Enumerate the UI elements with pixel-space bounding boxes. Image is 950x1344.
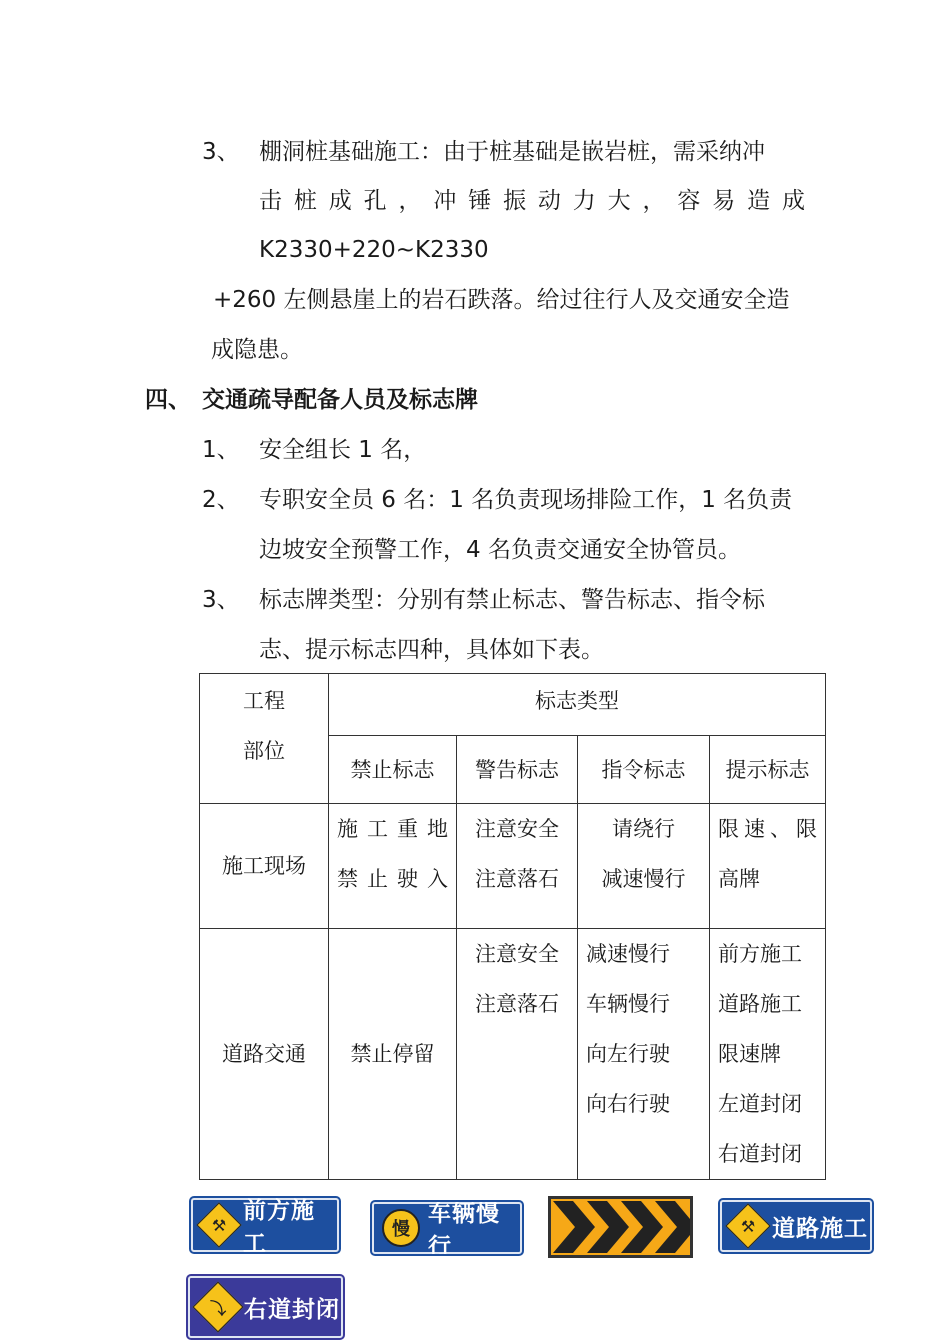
sign-front-construction <box>191 1198 339 1257</box>
column-header: 指令标志 <box>578 736 710 804</box>
cell-line: 请绕行 <box>612 817 675 841</box>
cell-line: 向左行驶 <box>586 1042 670 1066</box>
part-cell <box>200 804 329 929</box>
paragraph-line: 边坡安全预警工作，4 名负责交通安全协管员。 <box>259 537 741 563</box>
prohibit-cell <box>329 929 457 1180</box>
cell-line: 左道封闭 <box>718 1092 802 1116</box>
sign-vehicles-slow <box>372 1201 522 1260</box>
header-type-cell <box>329 674 826 736</box>
warning-cell <box>457 804 578 929</box>
cell-line: 道路施工 <box>718 992 802 1016</box>
item-number: 1、 <box>202 437 240 463</box>
paragraph-line: 专职安全员 6 名：1 名负责现场排险工作，1 名负责 <box>259 487 793 513</box>
cell-line: 车辆慢行 <box>586 992 670 1016</box>
paragraph-line: 标志牌类型：分别有禁止标志、警告标志、指令标 <box>259 587 765 613</box>
section-number: 四、 <box>145 387 191 413</box>
sign-label: 右道封闭 <box>244 1296 340 1323</box>
cell-line: 禁止停留 <box>350 1042 435 1066</box>
column-header: 提示标志 <box>710 736 826 804</box>
sign-road-construction <box>720 1200 872 1252</box>
hint-cell <box>710 929 826 1180</box>
sign-label: 车辆慢行 <box>428 1201 500 1260</box>
cell-line: 注意安全 <box>475 942 559 966</box>
sign-type-table <box>199 673 826 1180</box>
header-part-line: 部位 <box>243 739 285 763</box>
item-number: 2、 <box>202 487 240 513</box>
header-type-label: 标志类型 <box>535 689 619 713</box>
header-part-line: 工程 <box>243 689 285 713</box>
sign-label: 道路施工 <box>772 1215 868 1242</box>
lane-closed-icon: ⤵ <box>193 1282 244 1333</box>
hint-cell <box>710 804 826 929</box>
cell-line: 右道封闭 <box>718 1142 802 1166</box>
cell-line: 减速慢行 <box>586 942 670 966</box>
paragraph-line: 志、提示标志四种，具体如下表。 <box>259 637 604 663</box>
column-header: 禁止标志 <box>329 736 457 804</box>
paragraph-line: 安全组长 1 名， <box>259 437 427 463</box>
cell-line: 减速慢行 <box>601 867 686 891</box>
column-header: 警告标志 <box>457 736 578 804</box>
paragraph-line: 击桩成孔，冲锤振动力大，容易造成 <box>259 188 805 214</box>
cell-line: 注意安全 <box>475 817 559 841</box>
prohibit-cell <box>329 804 457 929</box>
cell-line: 高牌 <box>718 867 760 891</box>
paragraph-line: K2330+220~K2330 <box>259 237 489 263</box>
sign-chevron-alignment <box>548 1196 693 1258</box>
item-number: 3、 <box>202 587 240 613</box>
chevron-right-icon <box>551 1199 690 1255</box>
cell-line: 向右行驶 <box>586 1092 670 1116</box>
warning-cell <box>457 929 578 1180</box>
part-label: 施工现场 <box>222 854 306 878</box>
paragraph-line: 棚洞桩基础施工：由于桩基础是嵌岩桩，需采纳冲 <box>259 139 765 165</box>
item-number: 3、 <box>202 139 240 165</box>
worker-icon: ⚒ <box>725 1203 770 1248</box>
sign-label: 前方施工 <box>243 1198 315 1257</box>
paragraph-line: 成隐患。 <box>211 337 303 363</box>
cell-line: 注意落石 <box>475 992 559 1016</box>
paragraph-line: +260 左侧悬崖上的岩石跌落。给过往行人及交通安全造 <box>213 287 790 313</box>
header-part-cell <box>200 674 329 804</box>
worker-icon: ⚒ <box>196 1202 241 1247</box>
cell-line: 禁止驶入 <box>337 867 448 891</box>
slow-icon: 慢 <box>382 1209 420 1247</box>
sign-right-lane-closed <box>188 1276 343 1338</box>
cell-line: 注意落石 <box>475 867 559 891</box>
cell-line: 施工重地 <box>337 817 448 841</box>
cell-line: 限速牌 <box>718 1042 781 1066</box>
cell-line: 前方施工 <box>718 942 802 966</box>
part-label: 道路交通 <box>222 1042 306 1066</box>
instruction-cell <box>578 929 710 1180</box>
instruction-cell <box>578 804 710 929</box>
section-title: 交通疏导配备人员及标志牌 <box>202 387 478 413</box>
cell-line: 限速、限 <box>718 817 817 841</box>
part-cell <box>200 929 329 1180</box>
